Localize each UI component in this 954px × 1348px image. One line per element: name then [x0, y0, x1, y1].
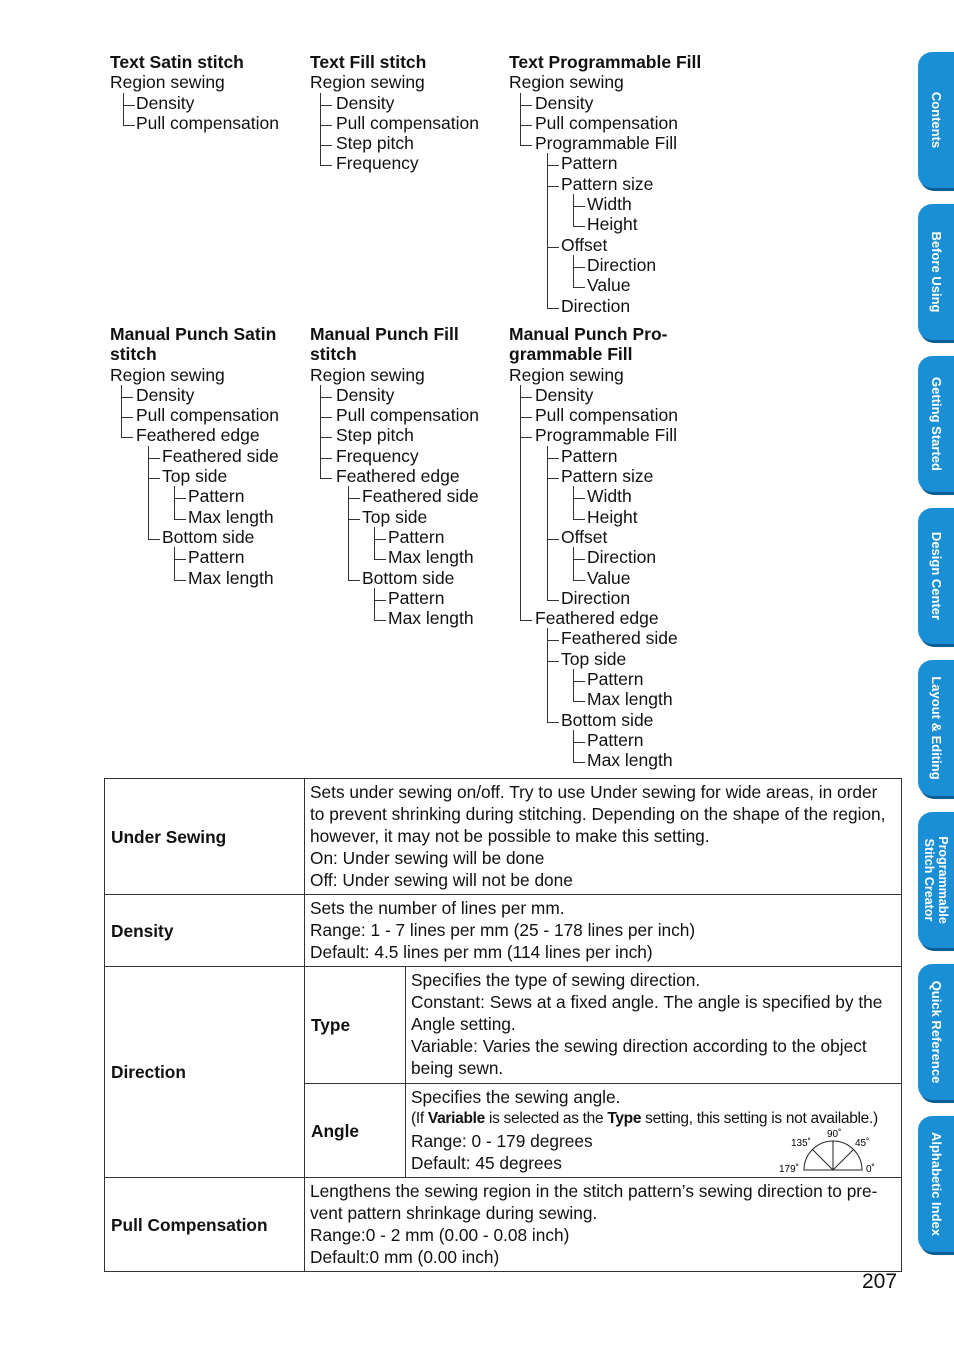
desc-line: Specifies the sewing angle.: [411, 1086, 621, 1107]
tree-title: Text Fill stitch: [310, 52, 427, 72]
tree-title: Text Programmable Fill: [509, 52, 702, 72]
tree-title: stitch: [310, 344, 357, 365]
tree-node: Density: [310, 385, 479, 405]
tree-node: Pull compensation: [310, 405, 479, 425]
tree-root: Region sewing: [509, 364, 624, 385]
tree-node: Feathered side: [310, 486, 479, 506]
tree-node: Max length: [310, 608, 479, 628]
tree-node: Density: [310, 93, 479, 113]
tree-node: Top side: [509, 649, 678, 669]
tab-before-using[interactable]: [918, 204, 954, 340]
tab-quick-reference[interactable]: [918, 964, 954, 1100]
tree-node: Density: [110, 385, 279, 405]
row-label-direction: Direction: [105, 967, 305, 1178]
desc-line: Sets under sewing on/off. Try to use Under sewing for wide areas, in order to prevent shrinking during stitching. Depending on the shape of the region, however, it may not be possible to make this setting.: [310, 781, 886, 846]
desc-line: Default: 45 degrees: [411, 1152, 562, 1173]
tree-root: Region sewing: [110, 364, 225, 385]
tree-node: Value: [509, 568, 678, 588]
tree-node: Offset: [509, 235, 701, 255]
tree-node: Step pitch: [310, 133, 479, 153]
tree-node: Pattern: [509, 153, 701, 173]
tree-manual-satin: [110, 324, 279, 588]
angle-label-90: 90˚: [827, 1129, 842, 1140]
tree-node: Pull compensation: [110, 405, 279, 425]
angle-line-45: [833, 1150, 854, 1171]
tree-node: Top side: [310, 507, 479, 527]
tree-node: Width: [509, 486, 678, 506]
tree-node: Width: [509, 194, 701, 214]
angle-label-135: 135˚: [791, 1138, 812, 1149]
desc-line: Default: 4.5 lines per mm (114 lines per inch): [310, 941, 653, 962]
angle-line-135: [813, 1150, 834, 1171]
row-desc-density: [305, 895, 902, 967]
tab-layout-editing[interactable]: [918, 660, 954, 796]
angle-diagram: [776, 1126, 882, 1176]
table-row: [105, 779, 902, 895]
tree-node: Feathered edge: [509, 608, 678, 628]
tree-node: Pattern: [509, 730, 678, 750]
tab-label: Programmable Stitch Creator: [922, 836, 950, 924]
row-desc-type: [406, 967, 902, 1084]
tree-node: Offset: [509, 527, 678, 547]
tree-node: Density: [110, 93, 279, 113]
tree-node: Value: [509, 275, 701, 295]
tree-node: Top side: [110, 466, 279, 486]
table-row: [105, 967, 902, 1084]
tree-node: Programmable Fill: [509, 133, 701, 153]
tree-node: Pattern: [509, 446, 678, 466]
desc-line: Default:0 mm (0.00 inch): [310, 1246, 500, 1267]
tree-title: Manual Punch Pro-: [509, 324, 668, 344]
angle-label-179: 179˚: [779, 1164, 800, 1175]
tree-node: Step pitch: [310, 425, 479, 445]
tree-node: Pattern: [110, 547, 279, 567]
row-desc-under-sewing: [305, 779, 902, 895]
desc-line: Variable: Varies the sewing direction according to the object being sewn.: [411, 1036, 867, 1078]
table-row: [105, 895, 902, 967]
tree-node: Max length: [110, 507, 279, 527]
desc-line: On: Under sewing will be done: [310, 847, 545, 868]
tree-node: Density: [509, 385, 678, 405]
tree-title: Text Satin stitch: [110, 52, 244, 72]
row-label-pull-compensation: Pull Compensation: [105, 1178, 305, 1272]
settings-table: [104, 778, 902, 1272]
row-desc-pull-compensation: [305, 1178, 902, 1272]
desc-line: Range:0 - 2 mm (0.00 - 0.08 inch): [310, 1224, 570, 1245]
tree-node: Bottom side: [509, 710, 678, 730]
tree-node: Feathered edge: [110, 425, 279, 445]
tree-node: Pull compensation: [509, 405, 678, 425]
tab-label: Contents: [929, 91, 944, 149]
row-label-under-sewing: Under Sewing: [105, 779, 305, 895]
tab-getting-started[interactable]: [918, 356, 954, 492]
tree-node: Pattern size: [509, 174, 701, 194]
tree-node: Pattern: [310, 527, 479, 547]
desc-line: Off: Under sewing will not be done: [310, 869, 573, 890]
sub-label-type: Type: [305, 967, 406, 1084]
desc-line: Specifies the type of sewing direction.: [411, 970, 701, 990]
tree-node: Direction: [509, 547, 678, 567]
tree-node: Pattern: [509, 669, 678, 689]
tree-text-programmable: [509, 52, 701, 316]
tree-node: Pull compensation: [310, 113, 479, 133]
desc-line: Sets the number of lines per mm.: [310, 897, 565, 918]
angle-note: (If Variable is selected as the Type setting, this setting is not available.): [411, 1109, 878, 1127]
tree-text-fill: [310, 52, 479, 174]
tab-label: Before Using: [929, 231, 944, 313]
tree-node: Pattern size: [509, 466, 678, 486]
page-number: 207: [862, 1270, 898, 1293]
table-row: [105, 1178, 902, 1272]
tree-root: Region sewing: [310, 72, 425, 93]
desc-line: Range: 1 - 7 lines per mm (25 - 178 lines per inch): [310, 919, 696, 940]
tree-node: Feathered side: [110, 446, 279, 466]
desc-line: Constant: Sews at a fixed angle. The angle is specified by the Angle setting.: [411, 992, 883, 1034]
tab-alphabetic-index[interactable]: [918, 1116, 954, 1252]
tab-design-center[interactable]: [918, 508, 954, 644]
tab-label: Alphabetic Index: [929, 1131, 944, 1237]
tree-title: Manual Punch Fill: [310, 324, 459, 344]
row-label-density: Density: [105, 895, 305, 967]
tree-node: Pattern: [110, 486, 279, 506]
tree-node: Density: [509, 93, 701, 113]
angle-label-0: 0˚: [866, 1164, 875, 1175]
tree-node: Max length: [310, 547, 479, 567]
tree-node: Direction: [509, 296, 701, 316]
tab-label: Quick Reference: [929, 980, 944, 1084]
tree-node: Direction: [509, 255, 701, 275]
tab-label: Design Center: [929, 531, 944, 621]
angle-label-45: 45˚: [855, 1138, 870, 1149]
tree-manual-programmable: [509, 324, 678, 771]
tree-title: stitch: [110, 344, 157, 365]
tree-text-satin: [110, 52, 279, 133]
tree-manual-fill: [310, 324, 479, 628]
tree-node: Bottom side: [310, 568, 479, 588]
tree-node: Max length: [110, 568, 279, 588]
sub-label-angle: Angle: [305, 1084, 406, 1178]
tree-node: Programmable Fill: [509, 425, 678, 445]
tab-label: Getting Started: [929, 377, 944, 471]
tree-node: Bottom side: [110, 527, 279, 547]
tree-root: Region sewing: [509, 72, 624, 93]
tree-title: grammable Fill: [509, 344, 633, 365]
tree-node: Pull compensation: [509, 113, 701, 133]
desc-line: Range: 0 - 179 degrees: [411, 1130, 593, 1151]
tree-root: Region sewing: [110, 72, 225, 93]
tree-node: Max length: [509, 689, 678, 709]
desc-line: Lengthens the sewing region in the stitch pattern’s sewing direction to pre-vent pattern shrinkage during sewing.: [310, 1180, 878, 1223]
tree-node: Max length: [509, 750, 678, 770]
tree-node: Frequency: [310, 446, 479, 466]
tree-node: Frequency: [310, 153, 479, 173]
tab-label: Layout & Editing: [929, 676, 944, 780]
tree-node: Feathered edge: [310, 466, 479, 486]
tree-node: Pattern: [310, 588, 479, 608]
tree-title: Manual Punch Satin: [110, 324, 277, 344]
tree-node: Direction: [509, 588, 678, 608]
tree-node: Feathered side: [509, 628, 678, 648]
tree-root: Region sewing: [310, 364, 425, 385]
tree-node: Height: [509, 507, 678, 527]
tree-node: Pull compensation: [110, 113, 279, 133]
tree-node: Height: [509, 214, 701, 234]
tab-programmable-stitch-creator[interactable]: [918, 812, 954, 948]
tab-contents[interactable]: [918, 52, 954, 188]
